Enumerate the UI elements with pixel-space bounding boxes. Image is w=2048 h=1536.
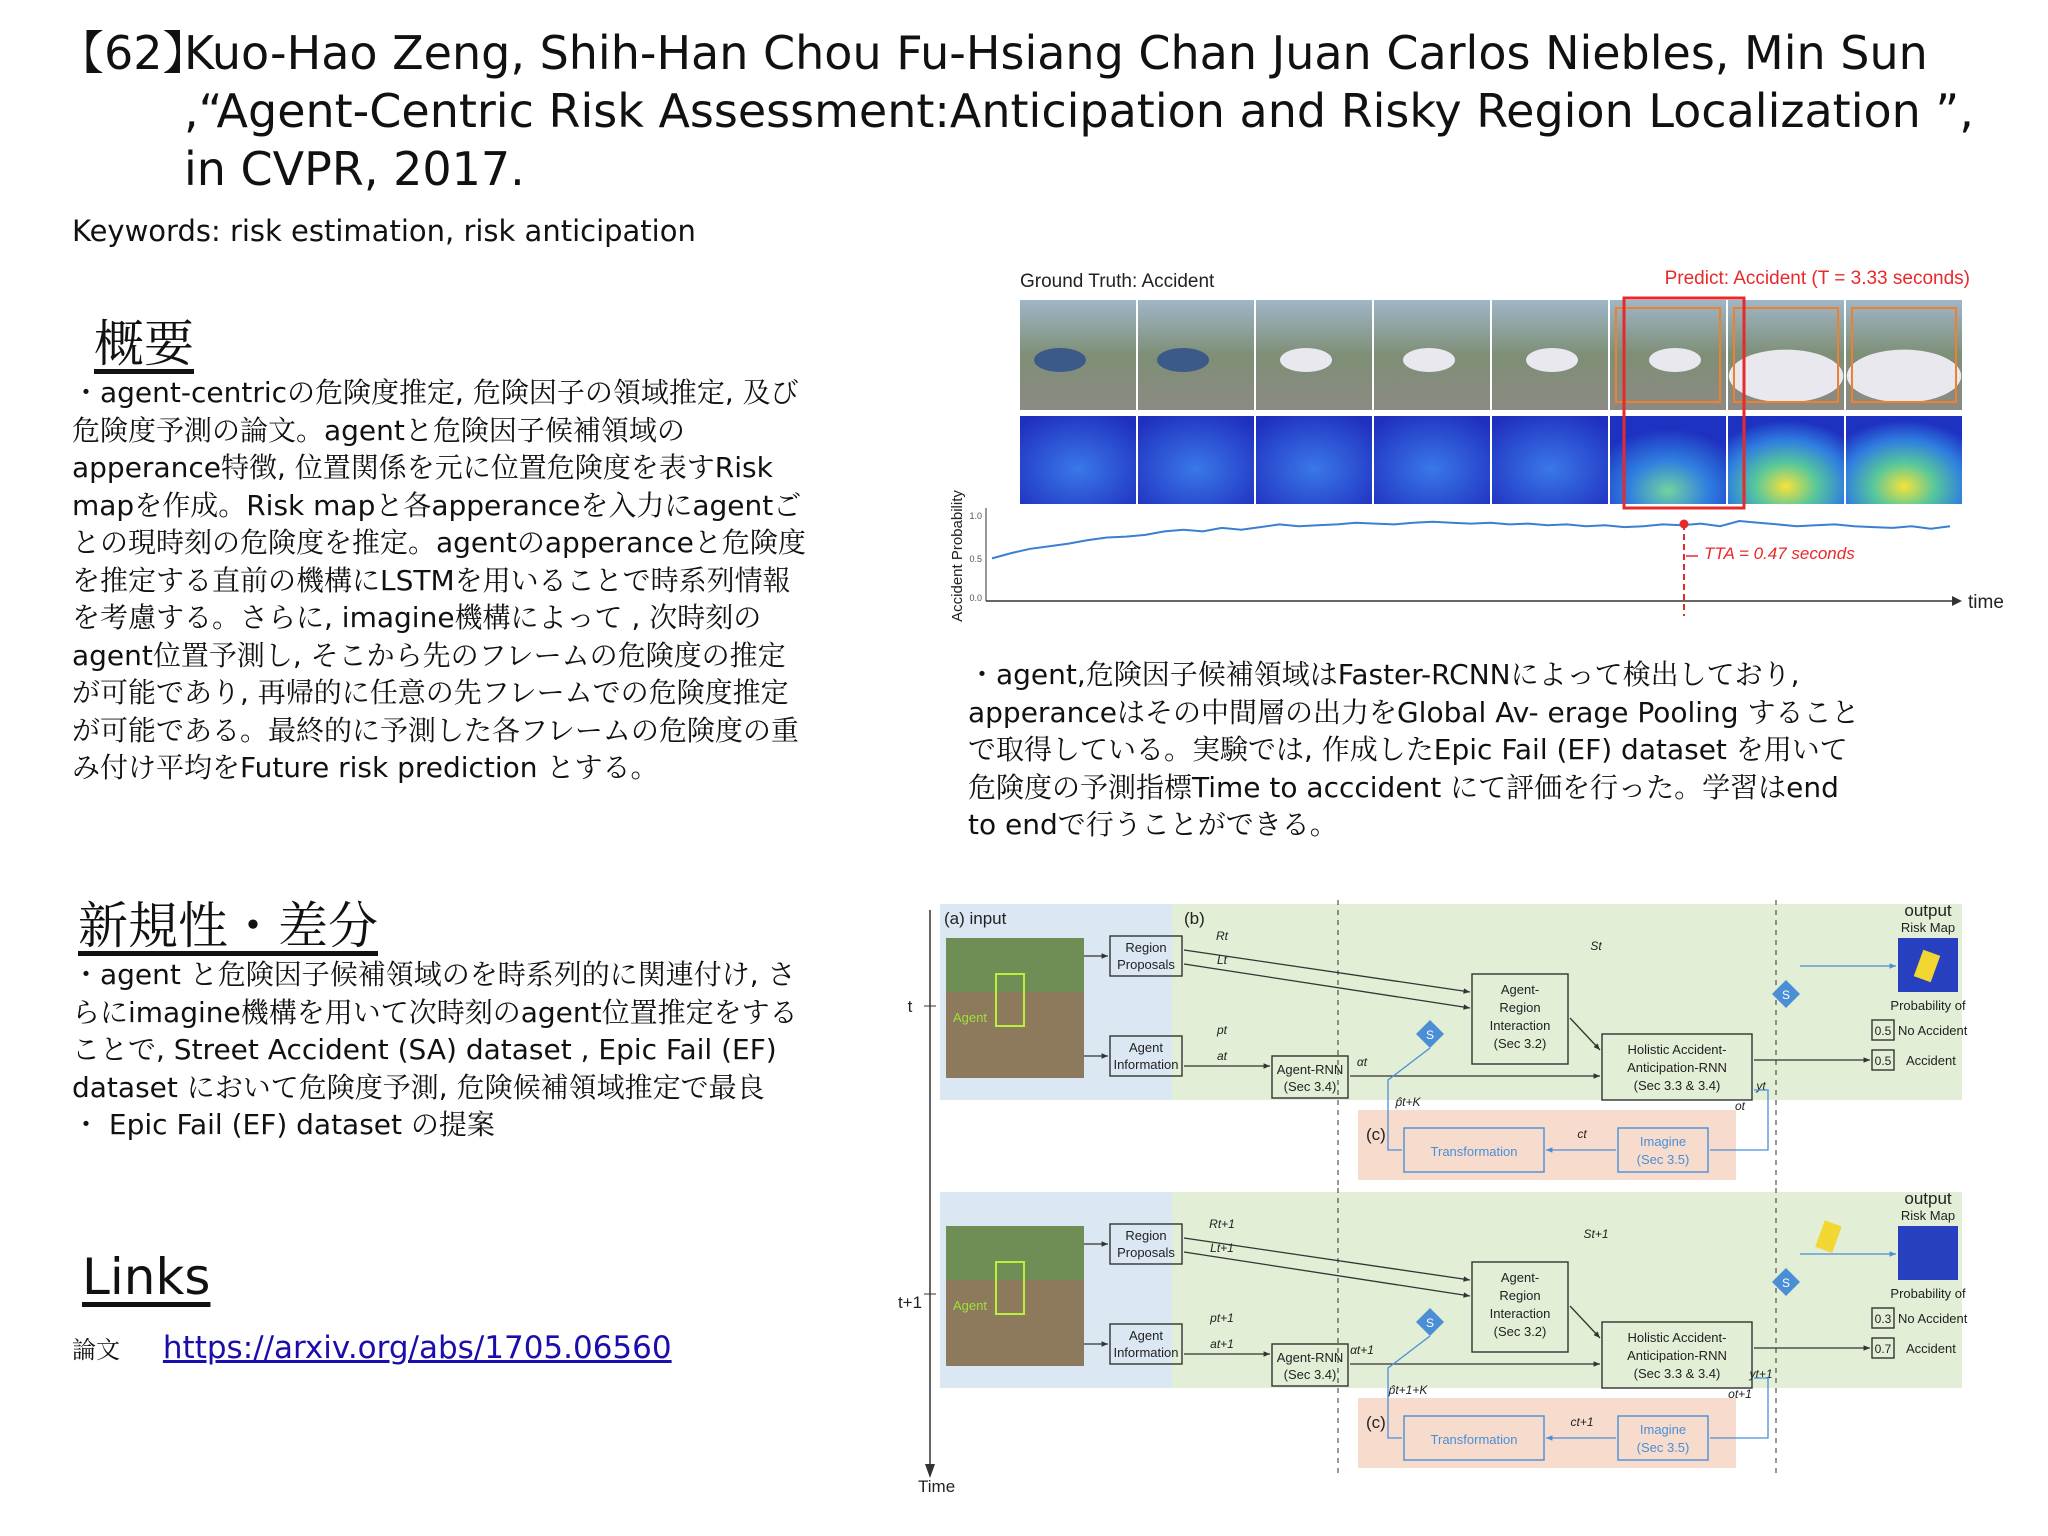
video-frame <box>1492 300 1608 410</box>
summary-line: ・agent-centricの危険度推定, 危険因子の領域推定, 及び <box>72 376 799 409</box>
risk-prediction-svg <box>944 256 2004 622</box>
diagram-label: Proposals <box>1117 957 1175 972</box>
risk-heatmap <box>1374 416 1490 504</box>
diagram-label: Interaction <box>1489 1018 1551 1033</box>
diagram-label: Imagine <box>1639 1134 1687 1149</box>
architecture-row <box>908 900 1968 1190</box>
risk-heatmaps <box>1020 416 1962 504</box>
time-label: time <box>1968 592 2004 613</box>
car-shape <box>1157 348 1209 372</box>
risk-map-label: Risk Map <box>1900 1208 1956 1223</box>
video-frame <box>1846 300 1962 410</box>
diagram-label: (Sec 3.2) <box>1493 1036 1547 1051</box>
car-shape <box>1649 348 1701 372</box>
risk-heatmap <box>1492 416 1608 504</box>
novelty-line: dataset において危険度予測, 危険候補領域推定で最良 <box>72 1070 765 1104</box>
diagram-label: (Sec 3.3 & 3.4) <box>1633 1366 1721 1381</box>
risk-prediction-figure <box>944 256 2004 622</box>
diagram-label: ot+1 <box>1728 1387 1752 1401</box>
panel-c-label: (c) <box>1366 1125 1386 1144</box>
diagram-label: αt <box>1356 1055 1368 1069</box>
novelty-line: ことで, Street Accident (SA) dataset , Epic Fail (EF) <box>72 1033 777 1066</box>
method-line: to endで行うことができる。 <box>968 808 1338 841</box>
risk-heatmap <box>1020 416 1136 504</box>
reference-number: 【62】 <box>58 26 209 80</box>
diagram-label: pt <box>1216 1023 1228 1037</box>
input-frame-foliage <box>946 1226 1084 1280</box>
risk-map-image <box>1898 1226 1958 1280</box>
novelty-body <box>72 956 902 1144</box>
diagram-label: Holistic Accident- <box>1627 1330 1727 1345</box>
time-step-label: t+1 <box>897 1293 923 1312</box>
diagram-label: Agent-RNN <box>1276 1062 1344 1077</box>
time-axis-label: Time <box>918 1477 956 1496</box>
s-gate-label: S <box>1425 1028 1435 1042</box>
video-frame <box>1256 300 1372 410</box>
architecture-rows <box>898 900 1968 1478</box>
video-frame <box>1610 300 1726 410</box>
risk-map-label: Risk Map <box>1900 920 1956 935</box>
diagram-label: Holistic Accident- <box>1627 1042 1727 1057</box>
probability-accident-value: 0.5 <box>1874 1054 1892 1068</box>
architecture-svg <box>888 900 1968 1496</box>
summary-line: apperance特徴, 位置関係を元に位置危険度を表すRisk <box>72 451 773 484</box>
diagram-label: Region <box>1125 1228 1167 1243</box>
architecture-row <box>898 1188 1968 1478</box>
diagram-label: Region <box>1125 940 1167 955</box>
panel-b-label: (b) <box>1184 909 1205 928</box>
diagram-label: Interaction <box>1489 1306 1551 1321</box>
diagram-label: αt+1 <box>1350 1343 1374 1357</box>
tick-label: 0.5 <box>969 554 982 564</box>
diagram-label: Agent <box>1129 1040 1163 1055</box>
video-frames <box>1020 300 1962 410</box>
diagram-label: ot <box>1734 1099 1746 1113</box>
accident-label: Accident <box>1906 1341 1956 1356</box>
paper-link-label: 論文 <box>72 1336 120 1364</box>
summary-line: agent位置予測し, そこから先のフレームの危険度の推定 <box>72 638 786 672</box>
summary-body <box>72 374 904 787</box>
diagram-label: (Sec 3.3 & 3.4) <box>1633 1078 1721 1093</box>
summary-line: mapを作成。Risk mapと各apperanceを入力にagentご <box>72 488 802 522</box>
links-heading: Links <box>82 1248 211 1306</box>
summary-line: を推定する直前の機構にLSTMを用いることで時系列情報 <box>72 563 791 597</box>
tick-label: 1.0 <box>969 511 982 521</box>
novelty-heading: 新規性・差分 <box>78 897 378 955</box>
diagram-label: Rt <box>1216 929 1228 943</box>
risk-heatmap <box>1610 416 1726 504</box>
diagram-label: Imagine <box>1639 1422 1687 1437</box>
video-frame <box>1138 300 1254 410</box>
tta-marker-point <box>1680 520 1689 529</box>
diagram-label: Agent- <box>1500 982 1540 997</box>
summary-line: み付け平均をFuture risk prediction とする。 <box>72 751 659 784</box>
diagram-label: ct+1 <box>1570 1415 1594 1429</box>
novelty-line: らにimagine機構を用いて次時刻のagent位置推定をする <box>72 995 798 1029</box>
s-gate-label: S <box>1781 1276 1791 1290</box>
diagram-label: (Sec 3.2) <box>1493 1324 1547 1339</box>
diagram-label: Proposals <box>1117 1245 1175 1260</box>
method-line: ・agent,危険因子候補領域はFaster-RCNNによって検出しており, <box>968 658 1800 691</box>
architecture-diagram <box>888 900 1968 1496</box>
ground-truth-label: Ground Truth: Accident <box>1020 271 1215 292</box>
time-axis-arrow <box>1952 596 1962 606</box>
novelty-line: ・agent と危険因子候補領域のを時系列的に関連付け, さ <box>72 958 796 991</box>
output-label: output <box>1904 901 1952 920</box>
car-shape <box>1526 348 1578 372</box>
agent-label: Agent <box>953 1010 987 1025</box>
video-frame <box>1374 300 1490 410</box>
diagram-label: Transformation <box>1430 1432 1518 1447</box>
diagram-label: Region <box>1499 1000 1541 1015</box>
novelty-line: ・ Epic Fail (EF) dataset の提案 <box>72 1108 495 1141</box>
s-gate-label: S <box>1781 988 1791 1002</box>
car-shape <box>1847 350 1961 403</box>
car-shape <box>1034 348 1086 372</box>
diagram-label: Rt+1 <box>1209 1217 1235 1231</box>
accident-label: Accident <box>1906 1053 1956 1068</box>
probability-accident-value: 0.7 <box>1874 1342 1892 1356</box>
method-line: apperanceはその中間層の出力をGlobal Av- erage Pooling すること <box>968 695 1860 729</box>
probability-no-accident-value: 0.5 <box>1874 1024 1892 1038</box>
risk-heatmap <box>1138 416 1254 504</box>
summary-heading: 概要 <box>94 315 194 373</box>
diagram-label: Anticipation-RNN <box>1627 1060 1727 1075</box>
input-frame-foliage <box>946 938 1084 992</box>
diagram-label: (Sec 3.4) <box>1283 1367 1337 1382</box>
summary-line: 危険度予測の論文。agentと危険因子候補領域の <box>72 413 685 447</box>
diagram-label: Information <box>1113 1345 1179 1360</box>
output-label: output <box>1904 1189 1952 1208</box>
risk-heatmap <box>1846 416 1962 504</box>
diagram-label: Anticipation-RNN <box>1627 1348 1727 1363</box>
agent-label: Agent <box>953 1298 987 1313</box>
y-axis-label: Accident Probability <box>949 490 966 622</box>
diagram-label: Region <box>1499 1288 1541 1303</box>
time-step-label: t <box>907 997 913 1016</box>
car-shape <box>1280 348 1332 372</box>
diagram-label: (Sec 3.5) <box>1636 1440 1690 1455</box>
video-frame <box>1020 300 1136 410</box>
panel-c-label: (c) <box>1366 1413 1386 1432</box>
diagram-label: Information <box>1113 1057 1179 1072</box>
summary-line: が可能である。最終的に予測した各フレームの危険度の重 <box>72 713 799 747</box>
paper-citation-title: Kuo-Hao Zeng, Shih-Han Chou Fu-Hsiang Chan Juan Carlos Niebles, Min Sun ,“Agent-Centric Risk Assessment:Anticipation and Risky Region Localization ”, in CVPR, 2017. <box>184 26 1974 196</box>
paper-link[interactable]: https://arxiv.org/abs/1705.06560 <box>162 1330 672 1366</box>
diagram-label: St <box>1590 939 1602 953</box>
diagram-label: Agent <box>1129 1328 1163 1343</box>
probability-label: Probability of <box>1890 998 1966 1013</box>
diagram-label: St+1 <box>1583 1227 1609 1241</box>
car-shape <box>1729 350 1843 403</box>
summary-line: を考慮する。さらに, imagine機構によって , 次時刻の <box>72 601 762 634</box>
car-shape <box>1403 348 1455 372</box>
paper-link-row <box>72 1330 672 1366</box>
diagram-label: Agent- <box>1500 1270 1540 1285</box>
predicted-position-label: p̂t+K <box>1395 1095 1421 1109</box>
s-gate-label: S <box>1425 1316 1435 1330</box>
diagram-label: at+1 <box>1210 1337 1234 1351</box>
summary-line: との現時刻の危険度を推定。agentのapperanceと危険度 <box>72 526 806 559</box>
prediction-label: Predict: Accident (T = 3.33 seconds) <box>1664 268 1970 289</box>
keywords: Keywords: risk estimation, risk anticipation <box>72 214 696 248</box>
diagram-label: ct <box>1577 1127 1587 1141</box>
diagram-label: pt+1 <box>1210 1311 1234 1325</box>
panel-a-label: (a) input <box>944 909 1007 928</box>
probability-label: Probability of <box>1890 1286 1966 1301</box>
diagram-label: Agent-RNN <box>1276 1350 1344 1365</box>
no-accident-label: No Accident <box>1898 1023 1968 1038</box>
summary-line: が可能であり, 再帰的に任意の先フレームでの危険度推定 <box>72 676 789 709</box>
no-accident-label: No Accident <box>1898 1311 1968 1326</box>
tta-label: TTA = 0.47 seconds <box>1704 544 1855 563</box>
diagram-label: Lt+1 <box>1210 1241 1234 1255</box>
diagram-label: (Sec 3.4) <box>1283 1079 1337 1094</box>
time-arrow-head <box>925 1464 935 1478</box>
diagram-label: at <box>1216 1049 1228 1063</box>
tick-label: 0.0 <box>969 593 982 603</box>
diagram-label: Lt <box>1216 953 1228 967</box>
probability-no-accident-value: 0.3 <box>1874 1312 1892 1326</box>
diagram-label: yt+1 <box>1749 1367 1773 1381</box>
risk-heatmap <box>1256 416 1372 504</box>
method-description <box>968 656 1998 844</box>
predicted-position-label: p̂t+1+K <box>1388 1383 1428 1397</box>
diagram-label: Transformation <box>1430 1144 1518 1159</box>
diagram-label: yt <box>1756 1079 1766 1093</box>
method-line: で取得している。実験では, 作成したEpic Fail (EF) dataset を用いて <box>968 733 1848 766</box>
diagram-label: (Sec 3.5) <box>1636 1152 1690 1167</box>
method-line: 危険度の予測指標Time to acccident にて評価を行った。学習はend <box>968 770 1839 804</box>
